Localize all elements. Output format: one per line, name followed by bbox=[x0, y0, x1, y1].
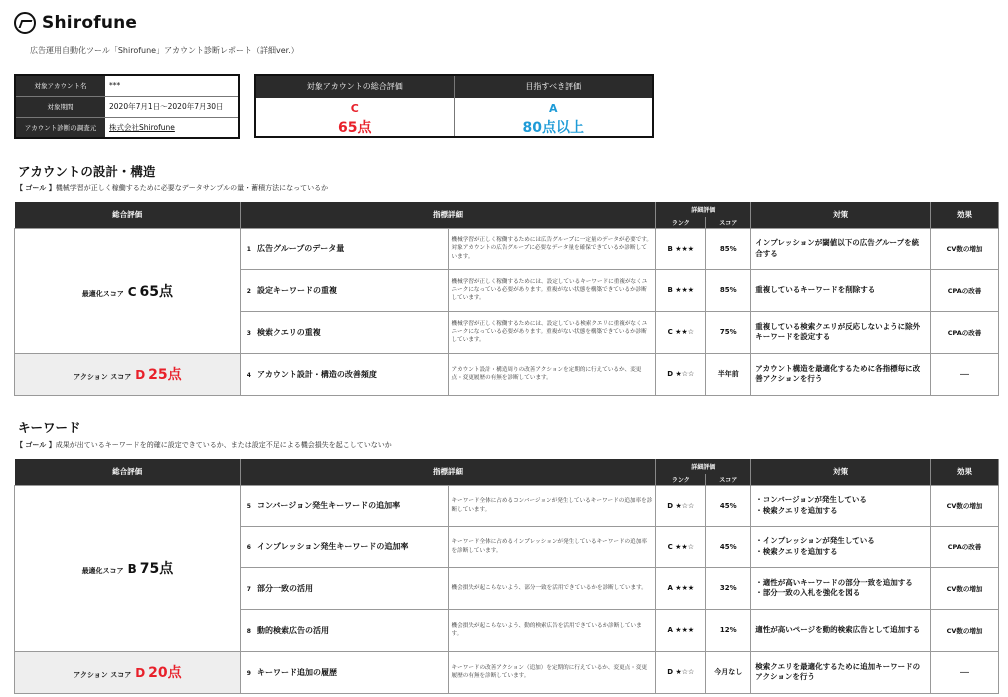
score-cell: 45% bbox=[706, 485, 751, 526]
effect-cell: CPAの改善 bbox=[931, 269, 999, 311]
info-label: アカウント診断の調査元 bbox=[15, 117, 105, 138]
indicator-number: 3 bbox=[246, 329, 251, 337]
rank-cell: A ★★★ bbox=[656, 567, 706, 609]
info-value-link[interactable]: 株式会社Shirofune bbox=[105, 117, 239, 138]
header-overall: 総合評価 bbox=[15, 202, 241, 228]
header-measure: 対策 bbox=[751, 202, 931, 228]
effect-cell: CPAの改善 bbox=[931, 526, 999, 567]
action-score-label: アクション スコア bbox=[73, 373, 132, 381]
score-cell: 半年前 bbox=[706, 353, 751, 395]
target-evaluation-label: 目指すべき評価 bbox=[455, 76, 653, 98]
effect-cell: CV数の増加 bbox=[931, 228, 999, 269]
current-points: 65点 bbox=[338, 120, 372, 136]
indicator-number: 6 bbox=[246, 544, 251, 551]
indicator-description: 機械学習が正しく稼働するためには、設定している検索クエリに重複がなくユニークになっている必要があります。重複がない状態を構築できているか診断しています。 bbox=[448, 311, 656, 353]
target-points: 80点以上 bbox=[522, 120, 584, 136]
section-table bbox=[14, 202, 999, 396]
score-cell: 75% bbox=[706, 311, 751, 353]
header-detail: 指標詳細 bbox=[240, 202, 656, 228]
indicator-label: 部分一致の活用 bbox=[256, 583, 313, 593]
header-measure: 対策 bbox=[751, 459, 931, 485]
rank-cell: B ★★★ bbox=[656, 269, 706, 311]
rank-cell: D ★☆☆ bbox=[656, 485, 706, 526]
header-score: スコア bbox=[706, 474, 751, 485]
indicator-name bbox=[240, 526, 448, 567]
info-label: 対象アカウント名 bbox=[15, 75, 105, 96]
indicator-description: キーワード全体に占めるインプレッションが発生しているキーワードの追加率を診断しています。 bbox=[448, 526, 656, 567]
current-evaluation-label: 対象アカウントの総合評価 bbox=[256, 76, 454, 98]
score-cell: 今月なし bbox=[706, 651, 751, 693]
indicator-number: 9 bbox=[246, 669, 251, 677]
indicator-label: インプレッション発生キーワードの追加率 bbox=[256, 542, 409, 551]
rank-cell: C ★★☆ bbox=[656, 526, 706, 567]
section-table bbox=[14, 459, 999, 694]
table-row bbox=[15, 651, 999, 693]
header-detail: 指標詳細 bbox=[240, 459, 656, 485]
info-row bbox=[15, 75, 239, 96]
indicator-number: 2 bbox=[246, 287, 251, 295]
measure-cell: ・コンバージョンが発生している ・検索クエリを追加する bbox=[751, 485, 931, 526]
rank-cell: B ★★★ bbox=[656, 228, 706, 269]
header-effect: 効果 bbox=[931, 202, 999, 228]
target-grade: A bbox=[548, 102, 558, 115]
brand bbox=[14, 12, 137, 34]
opt-score-grade: C bbox=[127, 284, 137, 299]
opt-score-label: 最適化スコア bbox=[81, 567, 124, 575]
info-row bbox=[15, 117, 239, 138]
score-cell: 85% bbox=[706, 269, 751, 311]
report-subtitle: 広告運用自動化ツール「Shirofune」アカウント診断レポート（詳細ver.） bbox=[30, 46, 299, 55]
indicator-description: アカウント設計・構造周りの改善アクションを定期的に行えているか、変更点・変更履歴の有無を診断しています。 bbox=[448, 353, 656, 395]
rank-cell: C ★★☆ bbox=[656, 311, 706, 353]
score-cell: 85% bbox=[706, 228, 751, 269]
section-goal bbox=[16, 183, 328, 193]
measure-cell: インプレッションが閾値以下の広告グループを統合する bbox=[751, 228, 931, 269]
table-row bbox=[15, 485, 999, 526]
indicator-name bbox=[240, 651, 448, 693]
measure-cell: 重複している検索クエリが反応しないように除外キーワードを設定する bbox=[751, 311, 931, 353]
goal-label: 【 ゴール 】 bbox=[16, 441, 56, 449]
action-score-label: アクション スコア bbox=[73, 671, 132, 679]
action-score-points: 25点 bbox=[148, 367, 182, 383]
goal-text: 機械学習が正しく稼働するために必要なデータサンプルの量・蓄積方法になっているか bbox=[55, 184, 329, 192]
opt-score-points: 75点 bbox=[139, 561, 174, 577]
indicator-number: 5 bbox=[246, 503, 251, 510]
action-score-cell bbox=[15, 651, 241, 693]
indicator-name bbox=[240, 485, 448, 526]
header-score: スコア bbox=[706, 217, 751, 228]
current-evaluation bbox=[256, 76, 454, 136]
goal-text: 成果が出ているキーワードを的確に設定できているか、または設定不足による機会損失を起こしていないか bbox=[55, 441, 392, 449]
indicator-name bbox=[240, 311, 448, 353]
indicator-label: 動的検索広告の活用 bbox=[256, 625, 329, 635]
shirofune-logo-icon bbox=[14, 12, 36, 34]
header-detail-eval: 詳細評価 bbox=[656, 202, 751, 217]
indicator-label: コンバージョン発生キーワードの追加率 bbox=[256, 501, 401, 510]
brand-name: Shirofune bbox=[42, 13, 138, 33]
optimization-score-cell bbox=[15, 228, 241, 353]
header-detail-eval: 詳細評価 bbox=[656, 459, 751, 474]
header-rank: ランク bbox=[656, 217, 706, 228]
opt-score-label: 最適化スコア bbox=[81, 289, 124, 298]
measure-cell: 適性が高いページを動的検索広告として追加する bbox=[751, 609, 931, 651]
indicator-label: アカウント設計・構造の改善頻度 bbox=[256, 369, 377, 379]
indicator-label: キーワード追加の履歴 bbox=[256, 667, 337, 677]
indicator-label: 設定キーワードの重複 bbox=[256, 285, 337, 295]
header-overall: 総合評価 bbox=[15, 459, 241, 485]
target-evaluation bbox=[454, 76, 653, 136]
effect-cell: CPAの改善 bbox=[931, 311, 999, 353]
opt-score-grade: B bbox=[127, 562, 137, 576]
measure-cell: 検索クエリを最適化するために追加キーワードのアクションを行う bbox=[751, 651, 931, 693]
indicator-label: 広告グループのデータ量 bbox=[256, 244, 345, 253]
effect-cell: CV数の増加 bbox=[931, 567, 999, 609]
effect-cell: — bbox=[931, 651, 999, 693]
indicator-name bbox=[240, 269, 448, 311]
optimization-score-cell bbox=[15, 485, 241, 651]
indicator-name bbox=[240, 353, 448, 395]
section-title: アカウントの設計・構造 bbox=[18, 164, 156, 179]
effect-cell: — bbox=[931, 353, 999, 395]
action-score-grade: D bbox=[135, 666, 146, 680]
indicator-description: 機械学習が正しく稼働するためには、設定しているキーワードに重複がなくユニークになっている必要があります。重複がない状態を構築できているか診断しています。 bbox=[448, 269, 656, 311]
action-score-grade: D bbox=[135, 368, 146, 382]
action-score-points: 20点 bbox=[148, 665, 182, 681]
indicator-number: 4 bbox=[246, 371, 251, 379]
info-label: 対象期間 bbox=[15, 96, 105, 117]
info-row bbox=[15, 96, 239, 117]
rank-cell: A ★★★ bbox=[656, 609, 706, 651]
indicator-description: 機械学習が正しく稼働するためには広告グループに一定量のデータが必要です。対象アカウントの広告グループに必要なデータ量を確保できているか診断しています。 bbox=[448, 228, 656, 269]
effect-cell: CV数の増加 bbox=[931, 485, 999, 526]
rank-cell: D ★☆☆ bbox=[656, 353, 706, 395]
measure-cell: アカウント構造を最適化するために各指標毎に改善アクションを行う bbox=[751, 353, 931, 395]
header-effect: 効果 bbox=[931, 459, 999, 485]
indicator-number: 8 bbox=[246, 627, 251, 635]
measure-cell: ・インプレッションが発生している ・検索クエリを追加する bbox=[751, 526, 931, 567]
indicator-number: 1 bbox=[246, 246, 251, 253]
measure-cell: 重複しているキーワードを削除する bbox=[751, 269, 931, 311]
opt-score-points: 65点 bbox=[139, 283, 174, 300]
table-row bbox=[15, 353, 999, 395]
header-rank: ランク bbox=[656, 474, 706, 485]
overall-score-box bbox=[254, 74, 654, 138]
rank-cell: D ★☆☆ bbox=[656, 651, 706, 693]
current-grade: C bbox=[350, 102, 359, 115]
score-cell: 12% bbox=[706, 609, 751, 651]
goal-label: 【 ゴール 】 bbox=[16, 184, 56, 192]
info-value: *** bbox=[105, 75, 239, 96]
measure-cell: ・適性が高いキーワードの部分一致を追加する ・部分一致の入札を強化を図る bbox=[751, 567, 931, 609]
table-header-row bbox=[15, 459, 999, 474]
section-goal bbox=[16, 440, 392, 450]
indicator-description: 機会損失が起こらないよう、動的検索広告を活用できているか診断しています。 bbox=[448, 609, 656, 651]
indicator-description: キーワードの改善アクション（追加）を定期的に行えているか、変更点・変更履歴の有無を診断しています。 bbox=[448, 651, 656, 693]
score-cell: 45% bbox=[706, 526, 751, 567]
table-header-row bbox=[15, 202, 999, 217]
indicator-name bbox=[240, 228, 448, 269]
indicator-label: 検索クエリの重複 bbox=[256, 327, 321, 337]
effect-cell: CV数の増加 bbox=[931, 609, 999, 651]
table-row bbox=[15, 228, 999, 269]
indicator-number: 7 bbox=[246, 585, 251, 593]
section-title: キーワード bbox=[18, 420, 81, 435]
info-value: 2020年7月1日～2020年7月30日 bbox=[105, 96, 239, 117]
indicator-name bbox=[240, 609, 448, 651]
indicator-name bbox=[240, 567, 448, 609]
score-cell: 32% bbox=[706, 567, 751, 609]
account-info-table bbox=[14, 74, 240, 139]
indicator-description: キーワード全体に占めるコンバージョンが発生しているキーワードの追加率を診断しています。 bbox=[448, 485, 656, 526]
indicator-description: 機会損失が起こらないよう、部分一致を活用できているかを診断しています。 bbox=[448, 567, 656, 609]
action-score-cell bbox=[15, 353, 241, 395]
